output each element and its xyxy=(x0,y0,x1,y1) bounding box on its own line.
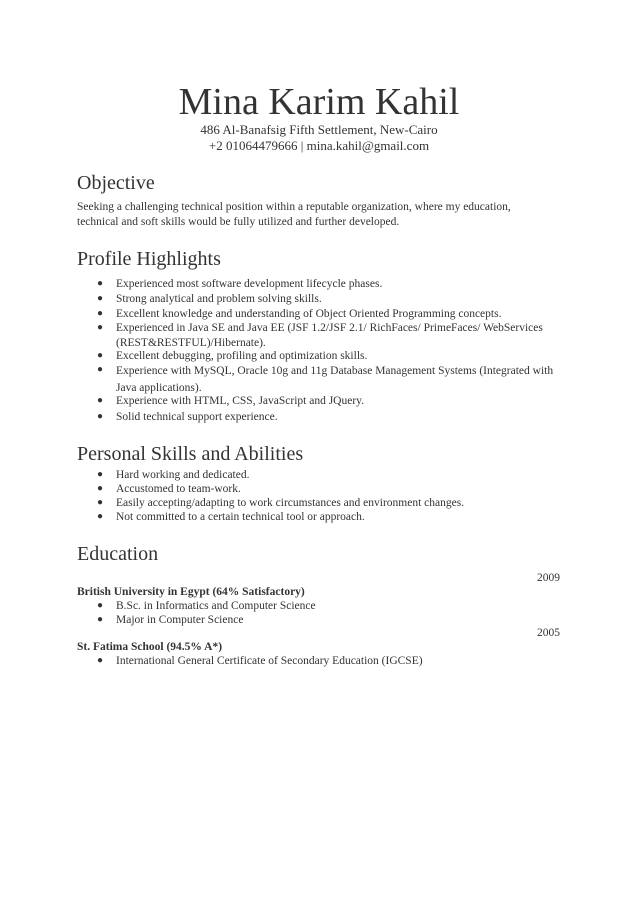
profile-item: Solid technical support experience. xyxy=(116,411,278,423)
education-year: 2005 xyxy=(537,627,560,639)
bullet-icon: ● xyxy=(97,350,104,361)
bullet-icon: ● xyxy=(97,655,104,666)
education-item: Major in Computer Science xyxy=(116,614,244,626)
bullet-icon: ● xyxy=(97,469,104,480)
profile-item: Excellent debugging, profiling and optimization skills. xyxy=(116,350,368,362)
bullet-icon: ● xyxy=(97,293,104,304)
profile-item: Experience with MySQL, Oracle 10g and 11g Database Management Systems (Integrated with Java applications). xyxy=(116,365,554,394)
bullet-icon: ● xyxy=(97,600,104,611)
skills-item: Hard working and dedicated. xyxy=(116,469,250,481)
bullet-icon: ● xyxy=(97,614,104,625)
bullet-icon: ● xyxy=(97,497,104,508)
bullet-icon: ● xyxy=(97,395,104,406)
skills-item: Not committed to a certain technical tool or approach. xyxy=(116,511,365,523)
profile-item: Excellent knowledge and understanding of Object Oriented Programming concepts. xyxy=(116,308,502,320)
phone-email: +2 01064479666 | mina.kahil@gmail.com xyxy=(208,138,430,153)
bullet-icon: ● xyxy=(97,483,104,494)
candidate-name: Mina Karim Kahil xyxy=(178,81,460,123)
education-year: 2009 xyxy=(537,572,560,584)
bullet-icon: ● xyxy=(97,364,104,375)
bullet-icon: ● xyxy=(97,278,104,289)
bullet-icon: ● xyxy=(97,411,104,422)
education-school: British University in Egypt (64% Satisfactory) xyxy=(77,586,305,598)
profile-heading: Profile Highlights xyxy=(77,248,221,270)
objective-text: Seeking a challenging technical position within a reputable organization, where my education, technical and soft skills would be fully utilized and further developed. xyxy=(77,201,511,228)
skills-item: Accustomed to team-work. xyxy=(116,483,241,495)
profile-item: Experienced most software development lifecycle phases. xyxy=(116,278,383,290)
profile-item: Strong analytical and problem solving skills. xyxy=(116,293,322,305)
skills-heading: Personal Skills and Abilities xyxy=(77,443,304,465)
skills-item: Easily accepting/adapting to work circumstances and environment changes. xyxy=(116,497,465,509)
address: 486 Al-Banafsig Fifth Settlement, New-Cairo xyxy=(200,122,438,137)
objective-heading: Objective xyxy=(77,172,155,194)
bullet-icon: ● xyxy=(97,308,104,319)
education-heading: Education xyxy=(77,543,159,565)
bullet-icon: ● xyxy=(97,511,104,522)
education-school: St. Fatima School (94.5% A*) xyxy=(77,641,223,653)
education-item: International General Certificate of Secondary Education (IGCSE) xyxy=(116,655,423,667)
education-item: B.Sc. in Informatics and Computer Science xyxy=(116,600,316,612)
bullet-icon: ● xyxy=(97,322,104,333)
profile-item: Experience with HTML, CSS, JavaScript and JQuery. xyxy=(116,395,365,407)
profile-item: Experienced in Java SE and Java EE (JSF 1.2/JSF 2.1/ RichFaces/ PrimeFaces/ WebServices (REST&RESTFUL)/Hibernate). xyxy=(116,322,543,349)
